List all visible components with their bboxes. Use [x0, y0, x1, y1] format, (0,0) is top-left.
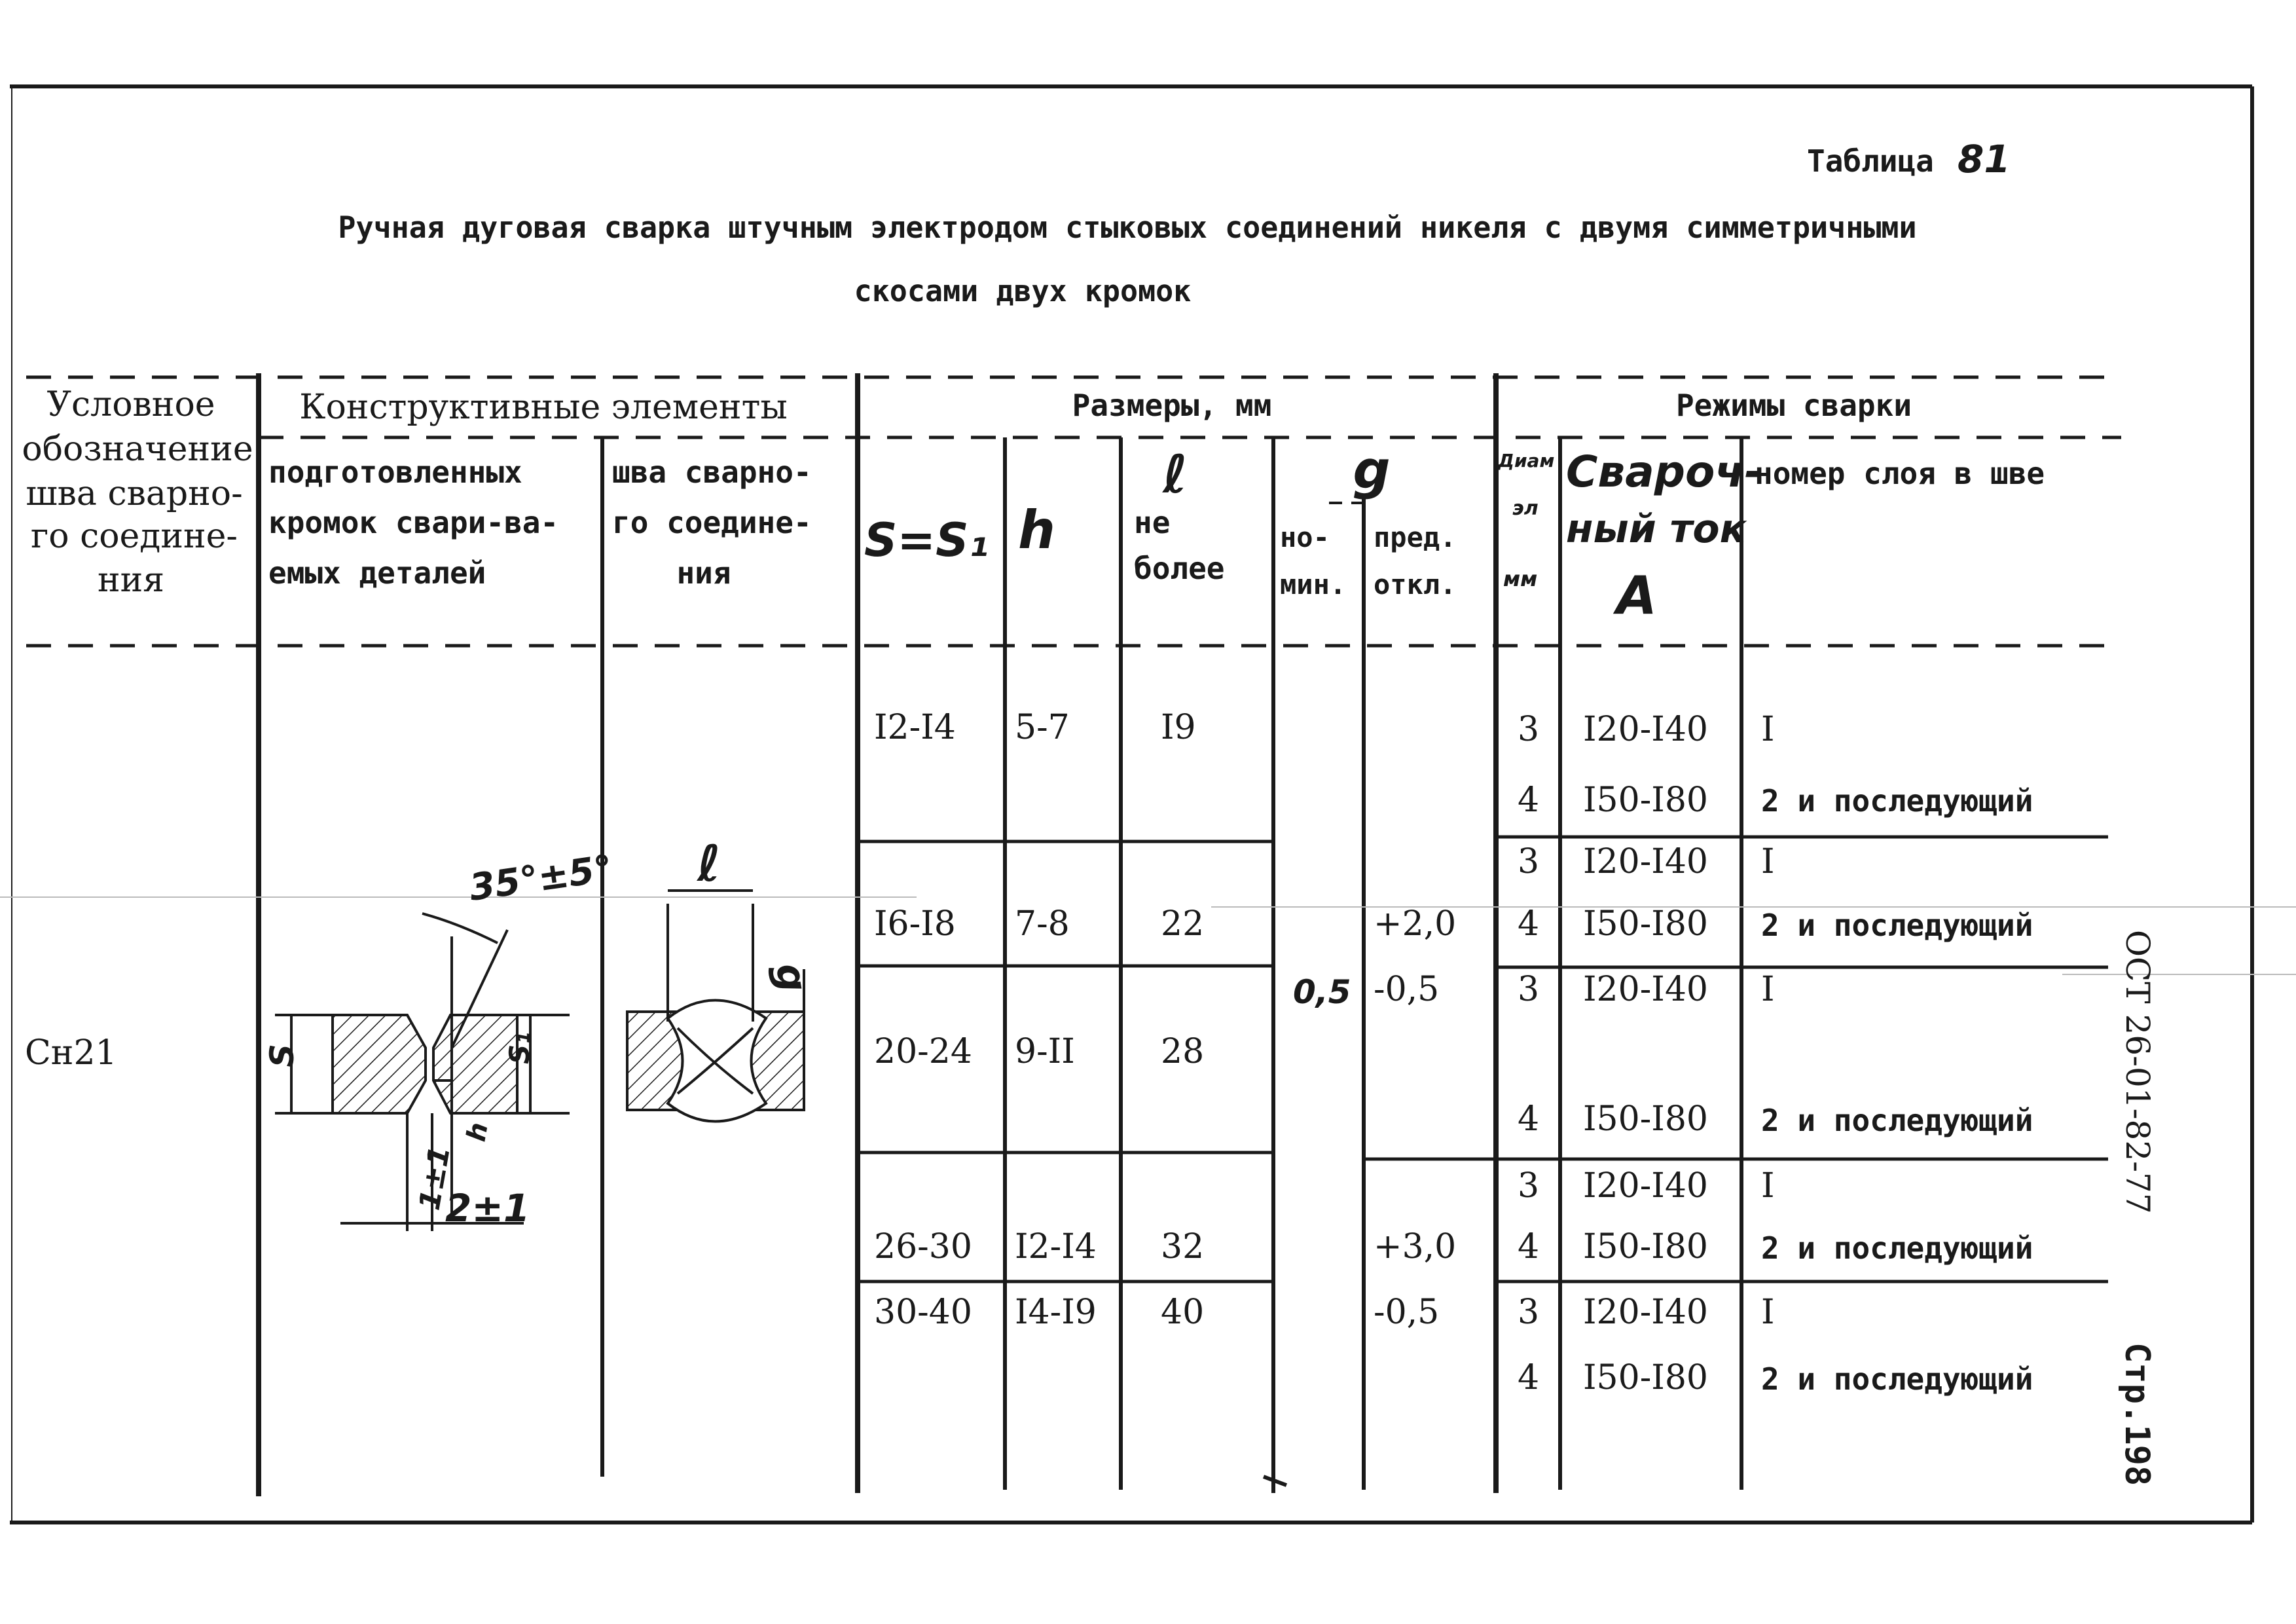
col-current-header: А — [1616, 565, 1657, 626]
cell-current: I20-I40 — [1583, 1293, 1708, 1332]
header-text: го соедине- — [31, 517, 238, 556]
cell-current: I50-I80 — [1583, 904, 1708, 944]
cell-deviation: +3,0 — [1374, 1227, 1457, 1266]
thickness-label-s: S — [263, 1043, 301, 1067]
cell-deviation: +2,0 — [1374, 904, 1457, 944]
cell-layer: 2 и последующий — [1761, 1230, 2033, 1266]
cell-h: I2-I4 — [1015, 1227, 1097, 1266]
cell-current: I50-I80 — [1583, 1099, 1708, 1139]
cell-h: 9-II — [1015, 1032, 1075, 1071]
cell-layer: 2 и последующий — [1761, 783, 2033, 819]
cell-diameter: 4 — [1518, 1227, 1540, 1266]
cell-current: I50-I80 — [1583, 1227, 1708, 1266]
seam-width-label: ℓ — [697, 834, 721, 893]
table-label: Таблица — [1807, 143, 1934, 179]
cell-h: I4-I9 — [1015, 1293, 1097, 1332]
header-text: обозначение — [22, 430, 253, 469]
cell-layer: I — [1761, 970, 1775, 1009]
cell-layer: 2 и последующий — [1761, 908, 2033, 943]
col-h-header: h — [1018, 500, 1055, 561]
cell-diameter: 4 — [1518, 1358, 1540, 1397]
cell-layer: 2 и последующий — [1761, 1361, 2033, 1397]
root-face-label: 1±1 — [412, 1143, 457, 1213]
col-g-nominal: мин. — [1280, 568, 1347, 600]
gap-label: 2±1 — [445, 1186, 530, 1230]
header-text: ния — [97, 561, 165, 600]
header-text: ния — [676, 555, 731, 591]
col-g-deviation: откл. — [1374, 568, 1457, 600]
cell-s: 20-24 — [874, 1032, 972, 1071]
cell-deviation: -0,5 — [1374, 1293, 1440, 1332]
seam-designation: Сн21 — [25, 1033, 117, 1073]
cell-s: 26-30 — [874, 1227, 972, 1266]
header-text: го соедине- — [612, 505, 812, 540]
cell-l: 40 — [1161, 1293, 1205, 1332]
header-text: Условное — [46, 385, 215, 424]
cell-l: 22 — [1161, 904, 1205, 944]
cell-h: 5-7 — [1015, 708, 1070, 747]
angle-label: 35°±5° — [466, 847, 615, 910]
col-g-nominal: но- — [1280, 521, 1330, 553]
cell-diameter: 4 — [1518, 781, 1540, 820]
col-current-header: ный ток — [1566, 506, 1747, 552]
page-number: Стр.198 — [2117, 1342, 2157, 1486]
col-diameter-header: Диам — [1498, 450, 1555, 471]
header-text: шва сварно- — [26, 474, 243, 513]
col-g-symbol: g — [1353, 439, 1391, 500]
cell-layer: 2 и последующий — [1761, 1103, 2033, 1138]
cell-current: I20-I40 — [1583, 710, 1708, 749]
cell-l: I9 — [1161, 708, 1196, 747]
cell-s: 30-40 — [874, 1293, 972, 1332]
col-diameter-header: мм — [1503, 566, 1538, 591]
cell-h: 7-8 — [1015, 904, 1070, 944]
col-l-symbol: ℓ — [1163, 444, 1188, 505]
cell-diameter: 3 — [1518, 710, 1540, 749]
cell-s: I2-I4 — [874, 708, 956, 747]
depth-label-h: h — [461, 1120, 494, 1144]
standard-number: ОСТ 26-01-82-77 — [2119, 930, 2157, 1214]
col-diameter-header: эл — [1512, 497, 1539, 520]
col-modes-header: Режимы сварки — [1675, 388, 1912, 423]
weld-seam-drawing — [627, 891, 804, 1122]
cell-diameter: 3 — [1518, 1166, 1540, 1206]
cell-current: I20-I40 — [1583, 970, 1708, 1009]
cell-s: I6-I8 — [874, 904, 956, 944]
cell-current: I20-I40 — [1583, 1166, 1708, 1206]
col-layer-header: номер слоя в шве — [1755, 456, 2045, 491]
col-structural-header: Конструктивные элементы — [299, 388, 788, 427]
cell-layer: I — [1761, 1293, 1775, 1332]
cell-current: I20-I40 — [1583, 842, 1708, 881]
g-nominal-value: 0,5 — [1293, 973, 1351, 1011]
cell-current: I50-I80 — [1583, 1358, 1708, 1397]
cell-diameter: 4 — [1518, 904, 1540, 944]
cell-layer: I — [1761, 1166, 1775, 1206]
cell-deviation: -0,5 — [1374, 970, 1440, 1009]
header-text: кромок свари-ва- — [268, 505, 559, 540]
col-current-header: Свароч- — [1566, 447, 1763, 497]
cell-diameter: 3 — [1518, 842, 1540, 881]
reinforcement-label: g — [766, 959, 816, 995]
header-text: подготовленных — [268, 454, 522, 490]
col-l-note: не — [1134, 505, 1171, 540]
col-l-note: более — [1134, 551, 1225, 586]
col-g-deviation: пред. — [1374, 521, 1457, 553]
cell-diameter: 3 — [1518, 1293, 1540, 1332]
table-number: 81 — [1958, 137, 2011, 181]
col-s-header: S=S₁ — [864, 513, 989, 567]
thickness-label-s1: S₁ — [503, 1032, 536, 1064]
title-line-2: скосами двух кромок — [854, 274, 1192, 308]
cell-diameter: 3 — [1518, 970, 1540, 1009]
cell-l: 28 — [1161, 1032, 1205, 1071]
cell-current: I50-I80 — [1583, 781, 1708, 820]
header-text: емых деталей — [268, 555, 486, 591]
title-line-1: Ручная дуговая сварка штучным электродом стыковых соединений никеля с двумя симметричными — [338, 210, 1917, 245]
cell-layer: I — [1761, 710, 1775, 749]
cell-diameter: 4 — [1518, 1099, 1540, 1139]
cell-l: 32 — [1161, 1227, 1205, 1266]
cell-layer: I — [1761, 842, 1775, 881]
header-text: шва сварно- — [612, 454, 812, 490]
col-dimensions-header: Размеры, мм — [1072, 388, 1272, 423]
